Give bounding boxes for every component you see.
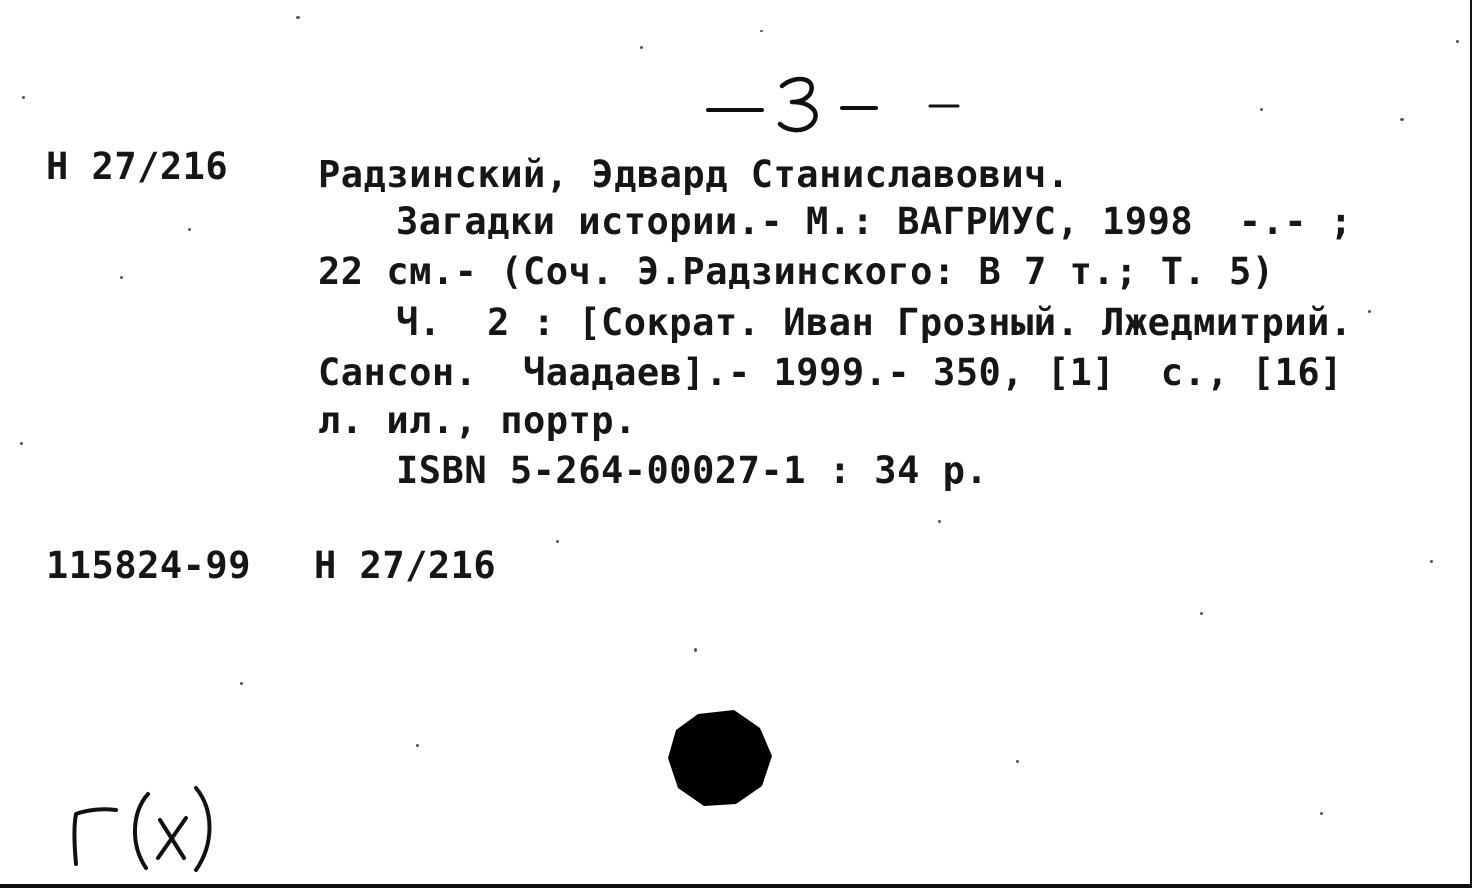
scan-speck bbox=[760, 30, 763, 32]
scan-speck bbox=[1400, 118, 1404, 121]
scan-speck bbox=[1320, 812, 1323, 815]
scan-speck bbox=[640, 46, 643, 49]
shelf-mark: Н 27/216 bbox=[46, 145, 229, 188]
handwritten-page-number bbox=[700, 68, 980, 138]
title-imprint-line: Загадки истории.- М.: ВАГРИУС, 1998 -.- ; bbox=[396, 200, 1353, 243]
scan-speck bbox=[694, 648, 697, 652]
scan-speck bbox=[20, 442, 23, 445]
series-line: 22 см.- (Соч. Э.Радзинского: В 7 т.; Т. 5) bbox=[318, 250, 1275, 293]
shelf-mark-repeat: Н 27/216 bbox=[314, 544, 497, 587]
author-heading: Радзинский, Эдвард Станиславович. bbox=[318, 153, 1070, 196]
isbn-line: ISBN 5-264-00027-1 : 34 р. bbox=[396, 449, 989, 492]
scan-speck bbox=[22, 96, 25, 99]
scan-speck bbox=[416, 744, 419, 747]
scan-speck bbox=[1200, 612, 1203, 615]
scan-speck bbox=[240, 682, 243, 685]
scan-speck bbox=[188, 228, 191, 231]
scan-speck bbox=[1368, 310, 1371, 313]
punch-hole bbox=[664, 706, 776, 808]
scan-speck bbox=[556, 540, 559, 543]
scan-speck bbox=[296, 16, 300, 19]
scan-speck bbox=[1430, 560, 1433, 563]
scan-speck bbox=[1456, 40, 1459, 43]
scan-speck bbox=[1016, 760, 1019, 763]
scan-speck bbox=[938, 520, 941, 523]
scan-speck bbox=[120, 276, 123, 279]
illustrations-line: л. ил., портр. bbox=[318, 399, 637, 442]
inventory-number: 115824-99 bbox=[46, 544, 251, 587]
handwritten-classification-code bbox=[62, 772, 232, 872]
scan-speck bbox=[1260, 108, 1263, 111]
contents-line: Сансон. Чаадаев].- 1999.- 350, [1] с., [16] bbox=[318, 351, 1343, 394]
part-line: Ч. 2 : [Сократ. Иван Грозный. Лжедмитрий. bbox=[396, 301, 1353, 344]
